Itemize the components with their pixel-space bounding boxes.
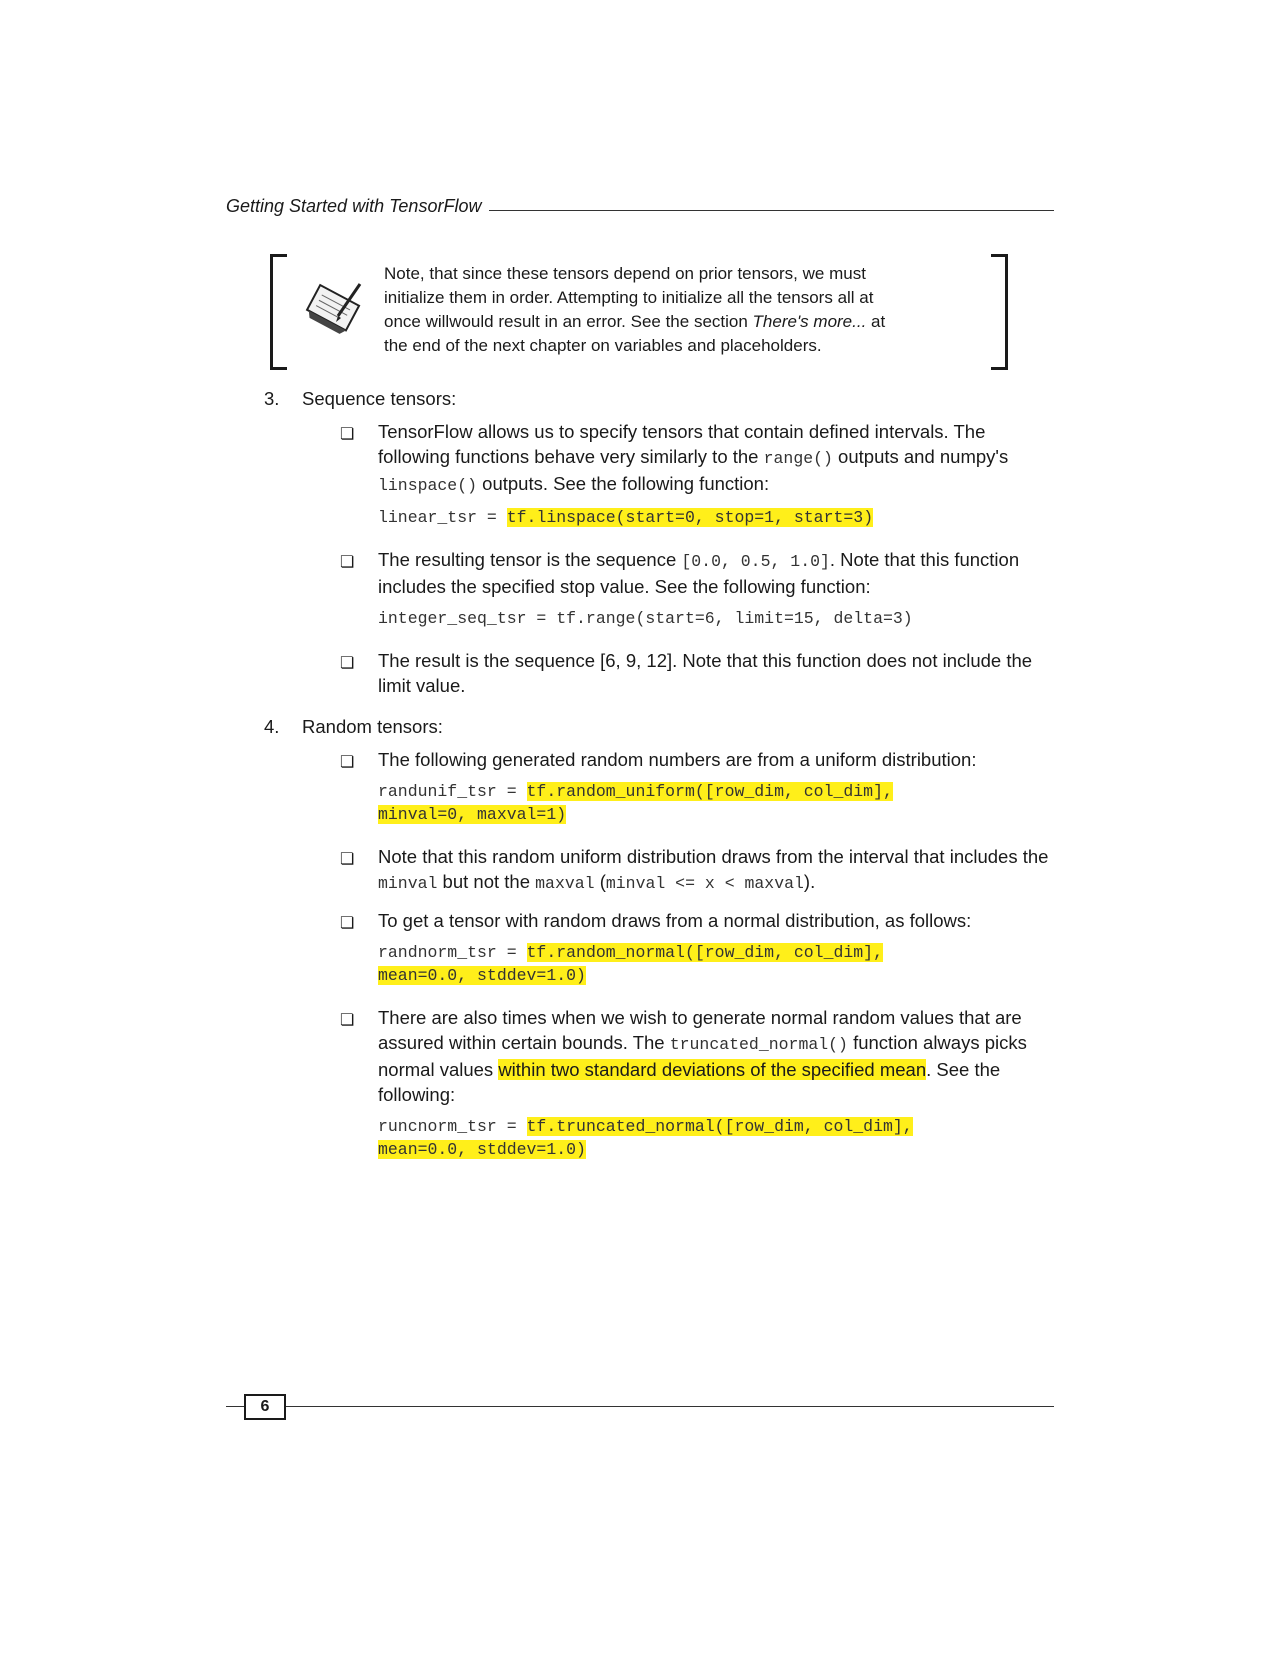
note-left-bracket bbox=[270, 254, 287, 370]
code-snippet: runcnorm_tsr = tf.truncated_normal([row_dim, col_dim], mean=0.0, stddev=1.0) bbox=[378, 1117, 913, 1159]
bullet-box-icon: ❏ bbox=[340, 752, 355, 771]
highlight: within two standard deviations of the specified mean bbox=[498, 1059, 927, 1080]
list-item: ❏ To get a tensor with random draws from a normal distribution, as follows: randnorm_tsr = tf.random_normal([row_dim, col_dim], mean=0.0, stddev=1.0) bbox=[226, 908, 1056, 987]
footer-rule bbox=[226, 1406, 1054, 1407]
bullet-box-icon: ❏ bbox=[340, 653, 355, 672]
chapter-title: Getting Started with TensorFlow bbox=[226, 196, 482, 216]
running-header bbox=[226, 196, 1054, 217]
step-number: 4. bbox=[264, 716, 280, 737]
main-content bbox=[226, 386, 1056, 1173]
code-snippet: linear_tsr = tf.linspace(start=0, stop=1, start=3) bbox=[378, 508, 874, 527]
page-number: 6 bbox=[244, 1394, 286, 1420]
bullet-box-icon: ❏ bbox=[340, 849, 355, 868]
list-item: ❏ There are also times when we wish to generate normal random values that are assured within certain bounds. The truncated_normal() function always picks normal values within two standard deviations of the specified mean. See the following: runcnorm_tsr = tf.truncated_normal([row_dim, col_dim], mean=0.0, stddev=1.0) bbox=[226, 1005, 1056, 1161]
bullet-box-icon: ❏ bbox=[340, 424, 355, 443]
bullet-box-icon: ❏ bbox=[340, 1010, 355, 1029]
highlight: tf.truncated_normal([row_dim, col_dim], bbox=[526, 1117, 913, 1136]
highlight: mean=0.0, stddev=1.0) bbox=[378, 966, 586, 985]
step-random-tensors bbox=[226, 714, 1056, 739]
random-bullets bbox=[226, 747, 1056, 1161]
header-rule bbox=[489, 210, 1054, 211]
highlight: mean=0.0, stddev=1.0) bbox=[378, 1140, 586, 1159]
highlight: tf.random_uniform([row_dim, col_dim], bbox=[526, 782, 893, 801]
step-sequence-tensors bbox=[226, 386, 1056, 411]
highlight: minval=0, maxval=1) bbox=[378, 805, 567, 824]
highlight: tf.random_normal([row_dim, col_dim], bbox=[526, 943, 883, 962]
code-snippet: randunif_tsr = tf.random_uniform([row_dim, col_dim], minval=0, maxval=1) bbox=[378, 782, 893, 824]
note-text: Note, that since these tensors depend on prior tensors, we must initialize them in order. Attempting to initialize all the tensors all at once willwould result in an error. See the section There's more... at the end of the next chapter on variables and placeholders. bbox=[384, 264, 886, 355]
step-title: Sequence tensors: bbox=[302, 388, 457, 409]
step-title: Random tensors: bbox=[302, 716, 443, 737]
pencil-notepad-icon bbox=[298, 280, 368, 338]
bullet-box-icon: ❏ bbox=[340, 913, 355, 932]
highlight: tf.linspace(start=0, stop=1, start=3) bbox=[506, 508, 874, 527]
sequence-bullets bbox=[226, 419, 1056, 698]
bullet-box-icon: ❏ bbox=[340, 552, 355, 571]
step-number: 3. bbox=[264, 388, 280, 409]
note-box bbox=[270, 254, 1008, 366]
code-snippet: integer_seq_tsr = tf.range(start=6, limit=15, delta=3) bbox=[378, 609, 913, 628]
note-right-bracket bbox=[991, 254, 1008, 370]
page-footer bbox=[226, 1394, 1054, 1420]
list-item: ❏ The resulting tensor is the sequence [0.0, 0.5, 1.0]. Note that this function includes the specified stop value. See the following function: integer_seq_tsr = tf.range(start=6, limit=15, delta=3) bbox=[226, 547, 1056, 630]
list-item: ❏ Note that this random uniform distribution draws from the interval that includes the minval but not the maxval (minval <= x < maxval). bbox=[340, 846, 1049, 893]
list-item: ❏ TensorFlow allows us to specify tensors that contain defined intervals. The following functions behave very similarly to the range() outputs and numpy's linspace() outputs. See the following function: linear_tsr = tf.linspace(start=0, stop=1, start=3) bbox=[226, 419, 1056, 529]
code-snippet: randnorm_tsr = tf.random_normal([row_dim, col_dim], mean=0.0, stddev=1.0) bbox=[378, 943, 883, 985]
list-item: ❏ The following generated random numbers are from a uniform distribution: randunif_tsr = tf.random_uniform([row_dim, col_dim], minval=0, maxval=1) bbox=[226, 747, 1056, 826]
list-item: ❏ The result is the sequence [6, 9, 12]. Note that this function does not include the limit value. bbox=[340, 650, 1033, 696]
